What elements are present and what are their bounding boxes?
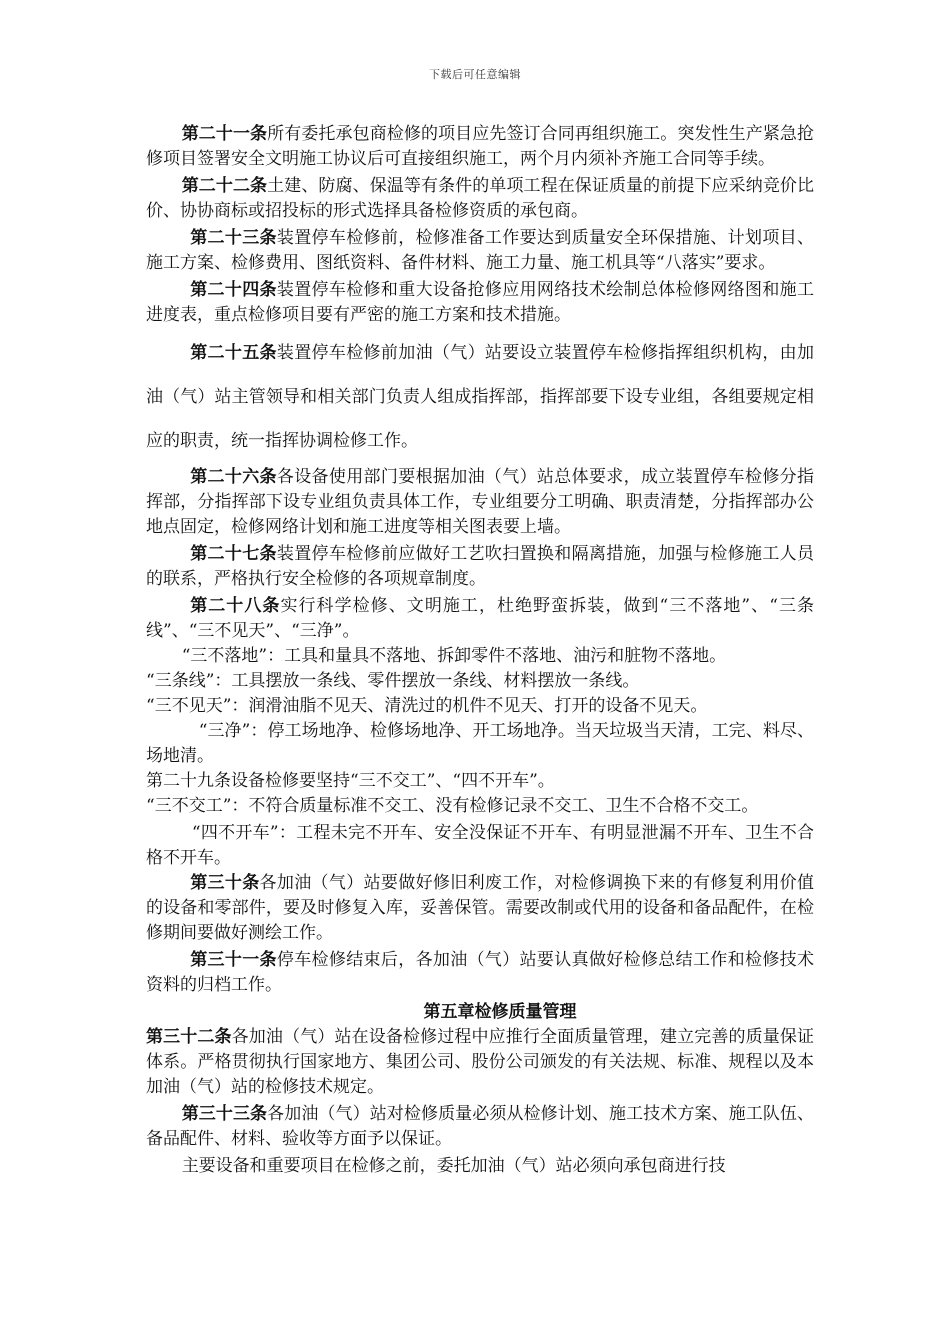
article-text: 停车检修结束后，各加油（气）站要认真做好检修总结工作和检修技术资料的归档工作。 [146,950,814,995]
article-text: 所有委托承包商检修的项目应先签订合同再组织施工。突发性生产紧急抢修项目签署安全文明施工协议后可直接组织施工，两个月内须补齐施工合同等手续。 [146,124,815,169]
rule-three-clean [146,719,814,769]
rule-four-no-start [146,821,814,871]
rule-text: “三条线”：工具摆放一条线、零件摆放一条线、材料摆放一条线。 [146,671,640,691]
article-24 [146,278,814,328]
article-30 [146,871,814,946]
article-text: 装置停车检修和重大设备抢修应用网络技术绘制总体检修网络图和施工进度表，重点检修项目要有严密的施工方案和技术措施。 [146,280,814,325]
article-text: 装置停车检修前应做好工艺吹扫置换和隔离措施，加强与检修施工人员的联系，严格执行安全检修的各项规章制度。 [146,544,814,589]
article-text: 第二十九条设备检修要坚持“三不交工”、“四不开车”。 [146,771,555,791]
article-text: 各设备使用部门要根据加油（气）站总体要求，成立装置停车检修分指挥部，分指挥部下设专业组负责具体工作，专业组要分工明确、职责清楚，分指挥部办公地点固定，检修网络计划和施工进度等相关图表要上墙。 [146,467,814,537]
article-22 [146,174,814,224]
article-number: 第三十条 [190,873,260,893]
article-21 [146,122,814,172]
chapter-title: 第五章检修质量管理 [423,1002,577,1022]
article-23 [146,226,814,276]
article-number: 第二十三条 [190,228,277,248]
article-number: 第二十六条 [190,467,277,487]
article-text: 实行科学检修、文明施工，杜绝野蛮拆装，做到“三不落地”、“三条线”、“三不见天”、“三净”。 [146,596,814,641]
rule-three-no-handover [146,794,814,819]
article-31 [146,948,814,998]
rule-text: “三不见天”：润滑油脂不见天、清洗过的机件不见天、打开的设备不见天。 [146,696,708,716]
rule-text: “四不开车”：工程未完不开车、安全没保证不开车、有明显泄漏不开车、卫生不合格不开车。 [146,823,814,868]
article-text: 各加油（气）站对检修质量必须从检修计划、施工技术方案、施工队伍、备品配件、材料、验收等方面予以保证。 [146,1104,815,1149]
article-text: 装置停车检修前加油（气）站要设立装置停车检修指挥组织机构，由加油（气）站主管领导和相关部门负责人组成指挥部，指挥部要下设专业组，各组要规定相应的职责，统一指挥协调检修工作。 [146,343,814,451]
article-32 [146,1025,814,1100]
article-text: 土建、防腐、保温等有条件的单项工程在保证质量的前提下应采纳竞价比价、协协商标或招投标的形式选择具备检修资质的承包商。 [146,176,815,221]
article-25 [146,331,814,463]
rule-text: “三不交工”：不符合质量标准不交工、没有检修记录不交工、卫生不合格不交工。 [146,796,759,816]
article-28 [146,594,814,644]
rule-three-not-on-ground [146,644,814,669]
article-number: 第二十二条 [181,176,268,196]
rule-text: “三不落地”：工具和量具不落地、拆卸零件不落地、油污和脏物不落地。 [181,646,727,666]
article-27 [146,542,814,592]
rule-three-lines [146,669,814,694]
article-33 [146,1102,814,1152]
article-text: 装置停车检修前，检修准备工作要达到质量安全环保措施、计划项目、施工方案、检修费用、图纸资料、备件材料、施工力量、施工机具等“八落实”要求。 [146,228,814,273]
page-header: 下载后可任意编辑 [429,68,521,81]
document-body [146,122,814,1179]
article-number: 第二十四条 [190,280,277,300]
article-number: 第三十二条 [146,1027,232,1047]
article-26 [146,465,814,540]
article-number: 第二十七条 [190,544,277,564]
article-number: 第二十八条 [190,596,281,616]
article-number: 第三十三条 [181,1104,268,1124]
article-number: 第二十一条 [181,124,268,144]
article-number: 第二十五条 [190,343,277,363]
paragraph-technical-briefing [146,1154,814,1179]
article-29 [146,769,814,794]
article-text: 各加油（气）站在设备检修过程中应推行全面质量管理，建立完善的质量保证体系。严格贯彻执行国家地方、集团公司、股份公司颁发的有关法规、标准、规程以及本加油（气）站的检修技术规定。 [146,1027,815,1097]
paragraph-text: 主要设备和重要项目在检修之前，委托加油（气）站必须向承包商进行技 [181,1156,726,1176]
rule-three-not-see-sky [146,694,814,719]
rule-text: “三净”：停工场地净、检修场地净、开工场地净。当天垃圾当天清，工完、料尽、场地清。 [146,721,814,766]
article-number: 第三十一条 [190,950,277,970]
article-text: 各加油（气）站要做好修旧利废工作，对检修调换下来的有修复利用价值的设备和零部件，要及时修复入库，妥善保管。需要改制或代用的设备和备品配件，在检修期间要做好测绘工作。 [146,873,815,943]
